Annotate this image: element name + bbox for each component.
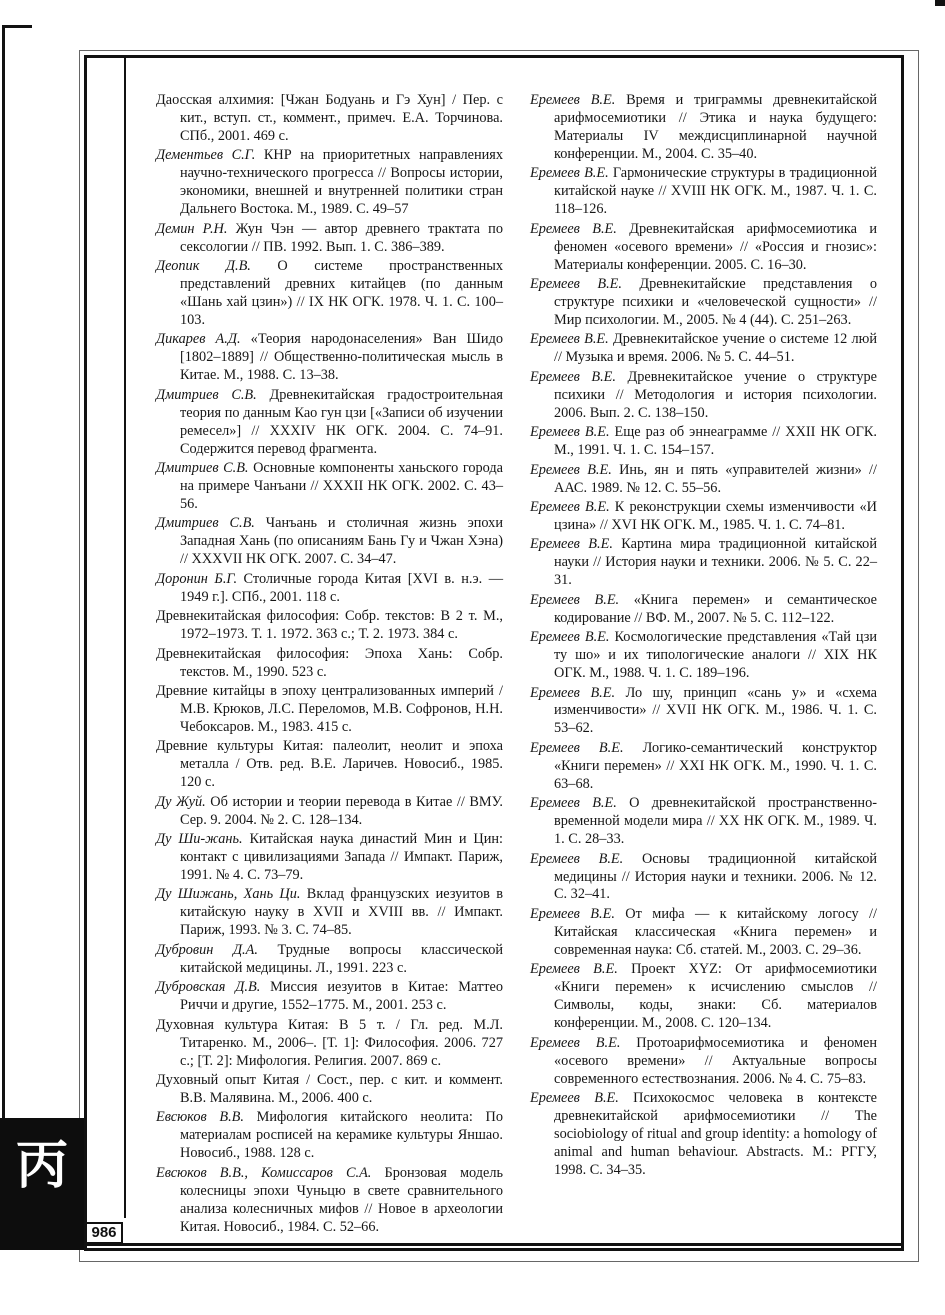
bibliography-entry [530,536,877,590]
entry-author: Демин Р.Н. [156,220,228,237]
bibliography-entry [530,592,877,628]
entry-text: Миссия иезуитов в Китае: Маттео Риччи и другие, 1552–1775. М., 2001. 253 с. [180,979,503,1014]
entry-text: Древние культуры Китая: палеолит, неолит и эпоха металла / Отв. ред. В.Е. Ларичев. Новосиб., 1985. 120 с. [156,738,503,791]
bibliography-entry [156,738,503,792]
bibliography-entry [156,646,503,682]
entry-text: КНР на приоритетных направлениях научно-технического прогресса // Вопросы истории, экономики, внешней и внутренней политики стран Дальнего Востока. М., 1989. С. 49–57 [180,147,503,218]
bibliography-entry [156,794,503,830]
side-tab-glyph: 丙 [15,1135,68,1196]
entry-author: Дикарев А.Д. [156,331,241,348]
entry-text: Проект XYZ: От арифмосемиотики «Книги перемен» к исчислению смыслов // Символы, коды, знаки: Сб. материалов конференции. М., 2008. С. 120–134. [554,961,877,1032]
bibliography-entry [530,331,877,367]
entry-author: Еремеев В.Е. [530,424,610,441]
margin-rule [124,58,126,1218]
bibliography-entry [530,906,877,960]
entry-text: Чанъань и столичная жизнь эпохи Западная Хань (по описаниям Бань Гу и Чжан Хэна) // XXXVII НК ОГК. 2007. С. 34–47. [180,515,503,568]
entry-text: Древнекитайская арифмосемиотика и феномен «осевого времени» // «Россия и гнозис»: Материалы конференции. 2005. С. 16–30. [554,220,877,273]
entry-text: От мифа — к китайскому логосу // Китайская классическая «Книга перемен» и современная наука: Сб. статей. М., 2003. С. 29–36. [554,905,877,958]
entry-text: Основы традиционной китайской медицины // История науки и техники. 2006. № 12. С. 32–41. [554,850,877,903]
crop-mark-horizontal [2,25,32,28]
entry-author: Дубровин Д.А. [156,941,258,958]
bibliography-entry [156,92,503,146]
bibliography-entry [156,387,503,459]
bibliography-entry [156,515,503,569]
entry-text: Древнекитайское учение о системе 12 люй // Музыка и время. 2006. № 5. С. 44–51. [554,331,877,366]
entry-author: Дементьев С.Г. [156,147,256,164]
entry-author: Ду Шижань, Хань Ци. [156,886,301,903]
bibliography-entry [530,369,877,423]
entry-author: Еремеев В.Е. [530,591,620,608]
entry-author: Еремеев В.Е. [530,1089,619,1106]
entry-text: Космологические представления «Тай цзи ту шо» и их типологические аналоги // XIX НК ОГК. М., 1988. Ч. 1. С. 189–196. [554,629,877,682]
entry-author: Еремеев В.Е. [530,276,622,293]
bibliography-entry [156,886,503,940]
bibliography-entry [530,165,877,219]
bibliography-entry [156,460,503,514]
entry-author: Еремеев В.Е. [530,331,609,348]
entry-text: Мифология китайского неолита: По материалам росписей на керамике культуры Яншао. Новосиб., 1988. 128 с. [180,1109,503,1162]
entry-text: Жун Чэн — автор древнего трактата по сексологии // ПВ. 1992. Вып. 1. С. 386–389. [180,220,503,255]
crop-mark-vertical [2,25,5,1205]
entry-author: Дмитриев С.В. [156,386,257,403]
bibliography-entry [530,795,877,849]
entry-text: К реконструкции схемы изменчивости «И цзина» // XVI НК ОГК. М., 1985. Ч. 1. С. 74–81. [554,498,877,533]
entry-author: Доронин Б.Г. [156,570,238,587]
bibliography-entry [530,276,877,330]
entry-author: Ду Ши-жань. [156,831,243,848]
entry-author: Еремеев В.Е. [530,536,613,553]
bibliography-entry [156,1072,503,1108]
bibliography-entry [156,979,503,1015]
entry-text: Древнекитайская философия: Собр. текстов: В 2 т. М., 1972–1973. Т. 1. 1972. 363 с.; Т. 2. 1973. 384 с. [156,608,503,643]
entry-text: Древнекитайская философия: Эпоха Хань: Собр. текстов. М., 1990. 523 с. [156,645,503,680]
entry-text: О древнекитайской пространственно-временной модели мира // XX НК ОГК. М., 1989. Ч. 1. С. 28–33. [554,795,877,848]
entry-author: Еремеев В.Е. [530,905,615,922]
entry-author: Еремеев В.Е. [530,684,616,701]
entry-author: Еремеев В.Е. [530,165,609,182]
bibliography-entry [530,462,877,498]
entry-text: Столичные города Китая [XVI в. н.э. — 1949 г.]. СПб., 2001. 118 с. [180,570,503,605]
entry-text: Трудные вопросы классической китайской медицины. Л., 1991. 223 с. [180,941,504,976]
entry-text: Даосская алхимия: [Чжан Бодуань и Гэ Хун] / Пер. с кит., вступ. ст., коммент., примеч. Е.А. Торчинова. СПб., 2001. 469 с. [156,92,503,144]
bibliography-entry [530,961,877,1033]
entry-text: Древнекитайская градостроительная теория по данным Као гун цзи [«Записи об изучении ремесел»] // XXXIV НК ОГК. 2004. С. 74–91. Содержится перевод фрагмента. [180,386,503,457]
bibliography-entry [156,942,503,978]
page-number: 986 [85,1222,123,1244]
entry-text: Психокосмос человека в контексте древнекитайской арифмосемиотики // The sociobiology of ritual and group identity: a homology of animal and human behaviour. Abstracts. М.: РГГУ, 1998. С. 34–35. [554,1089,877,1178]
entry-author: Дмитриев С.В. [156,460,249,477]
bottom-rule [84,1243,904,1246]
entry-author: Еремеев В.Е. [530,368,616,385]
entry-text: Духовная культура Китая: В 5 т. / Гл. ред. М.Л. Титаренко. М., 2006–. [Т. 1]: Философия. 2006. 727 с.; [Т. 2]: Мифология. Религия. 2007. 869 с. [156,1016,503,1069]
bibliography-entry [156,831,503,885]
entry-text: Об истории и теории перевода в Китае // ВМУ. Сер. 9. 2004. № 2. С. 128–134. [180,793,503,828]
entry-author: Еремеев В.Е. [530,850,624,867]
bibliography-entry [156,1165,503,1237]
entry-author: Евсюков В.В. [156,1109,244,1126]
bibliography-entry [530,1035,877,1089]
entry-text: Древнекитайские представления о структуре психики и «человеческой сущности» // Мир психологии. М., 2005. № 4 (44). С. 251–263. [554,276,877,328]
entry-author: Еремеев В.Е. [530,498,610,515]
entry-text: Ло шу, принцип «сань у» и «схема изменчивости» // XVII НК ОГК. М., 1986. Ч. 1. С. 53–62. [554,684,877,737]
bibliography-entry [156,258,503,330]
entry-author: Ду Жуй. [156,793,206,810]
bibliography-entry [156,221,503,257]
bibliography-entry [530,1090,877,1180]
entry-text: Еще раз об эннеаграмме // XXII НК ОГК. М., 1991. Ч. 1. С. 154–157. [554,424,877,459]
bibliography-column-right [530,92,877,1181]
bibliography-entry [156,571,503,607]
entry-author: Еремеев В.Е. [530,739,624,756]
entry-text: «Теория народонаселения» Ван Шидо [1802–1889] // Общественно-политическая мысль в Китае. М., 1988. С. 13–38. [180,331,503,384]
entry-text: Гармонические структуры в традиционной китайской науке // XVIII НК ОГК. М., 1987. Ч. 1. С. 118–126. [554,165,877,218]
bibliography-entry [530,424,877,460]
bibliography-entry [156,1017,503,1071]
entry-text: Древнекитайское учение о структуре психики // Методология и история психологии. 2006. Вып. 2. С. 138–150. [554,368,877,421]
bibliography-entry [156,683,503,737]
entry-author: Еремеев В.Е. [530,92,616,108]
bibliography-entry [530,685,877,739]
bibliography-entry [530,499,877,535]
entry-text: Картина мира традиционной китайской науки // История науки и техники. 2006. № 5. С. 22–31. [554,536,877,589]
corner-mark [935,0,945,6]
entry-text: «Книга перемен» и семантическое кодирование // ВФ. М., 2007. № 5. С. 112–122. [554,591,877,626]
entry-text: Духовный опыт Китая / Сост., пер. с кит. и коммент. В.В. Малявина. М., 2006. 400 с. [156,1072,503,1106]
entry-author: Дубровская Д.В. [156,979,261,996]
entry-text: Логико-семантический конструктор «Книги перемен» // XXI НК ОГК. М., 1990. Ч. 1. С. 63–68. [554,739,877,792]
entry-author: Еремеев В.Е. [530,1034,621,1051]
bibliography-entry [156,1109,503,1163]
entry-author: Еремеев В.Е. [530,220,617,237]
bibliography-entry [530,221,877,275]
bibliography-entry [530,851,877,905]
bibliography-entry [530,92,877,164]
bibliography-entry [156,147,503,219]
entry-text: Вклад французских иезуитов в китайскую науку в XVII и XVIII вв. // Импакт. Париж, 1993. № 3. С. 74–85. [180,886,504,939]
bibliography-entry [530,740,877,794]
entry-author: Дмитриев С.В. [156,515,255,532]
entry-text: Инь, ян и пять «управителей жизни» // ААС. 1989. № 12. С. 55–56. [554,461,877,496]
bibliography-column-left [156,92,503,1238]
entry-author: Еремеев В.Е. [530,795,617,812]
entry-author: Еремеев В.Е. [530,961,618,978]
entry-text: Основные компоненты ханьского города на примере Чанъани // XXXII НК ОГК. 2002. С. 43–56. [180,460,503,512]
entry-text: Бронзовая модель колесницы эпохи Чуньцю в свете сравнительного анализа колесничных мифов // Новое в археологии Китая. Новосиб., 1984. С. 52–66. [180,1164,504,1235]
entry-text: О системе пространственных представлений древних китайцев (по данным «Шань хай цзин») // IX НК ОГК. 1978. Ч. 1. С. 100–103. [180,258,503,328]
bibliography-entry [156,331,503,385]
entry-text: Время и триграммы древнекитайской арифмосемиотики // Этика и наука будущего: Материалы IV междисциплинарной научной конференции. М., 2004. С. 35–40. [554,92,877,162]
bibliography-entry [530,629,877,683]
entry-author: Евсюков В.В., Комиссаров С.А. [156,1164,372,1181]
entry-author: Еремеев В.Е. [530,629,610,646]
entry-text: Протоарифмосемиотика и феномен «осевого времени» // Актуальные вопросы современного естествознания. 2006. № 4. С. 75–83. [554,1034,877,1087]
entry-author: Деопик Д.В. [156,258,251,275]
entry-text: Китайская наука династий Мин и Цин: контакт с цивилизациями Запада // Импакт. Париж, 1991. № 4. С. 73–79. [180,831,503,884]
entry-author: Еремеев В.Е. [530,461,612,478]
bibliography-entry [156,608,503,644]
entry-text: Древние китайцы в эпоху централизованных империй / М.В. Крюков, Л.С. Переломов, М.В. Софронов, Н.Н. Чебоксаров. М., 1983. 415 с. [156,683,503,735]
